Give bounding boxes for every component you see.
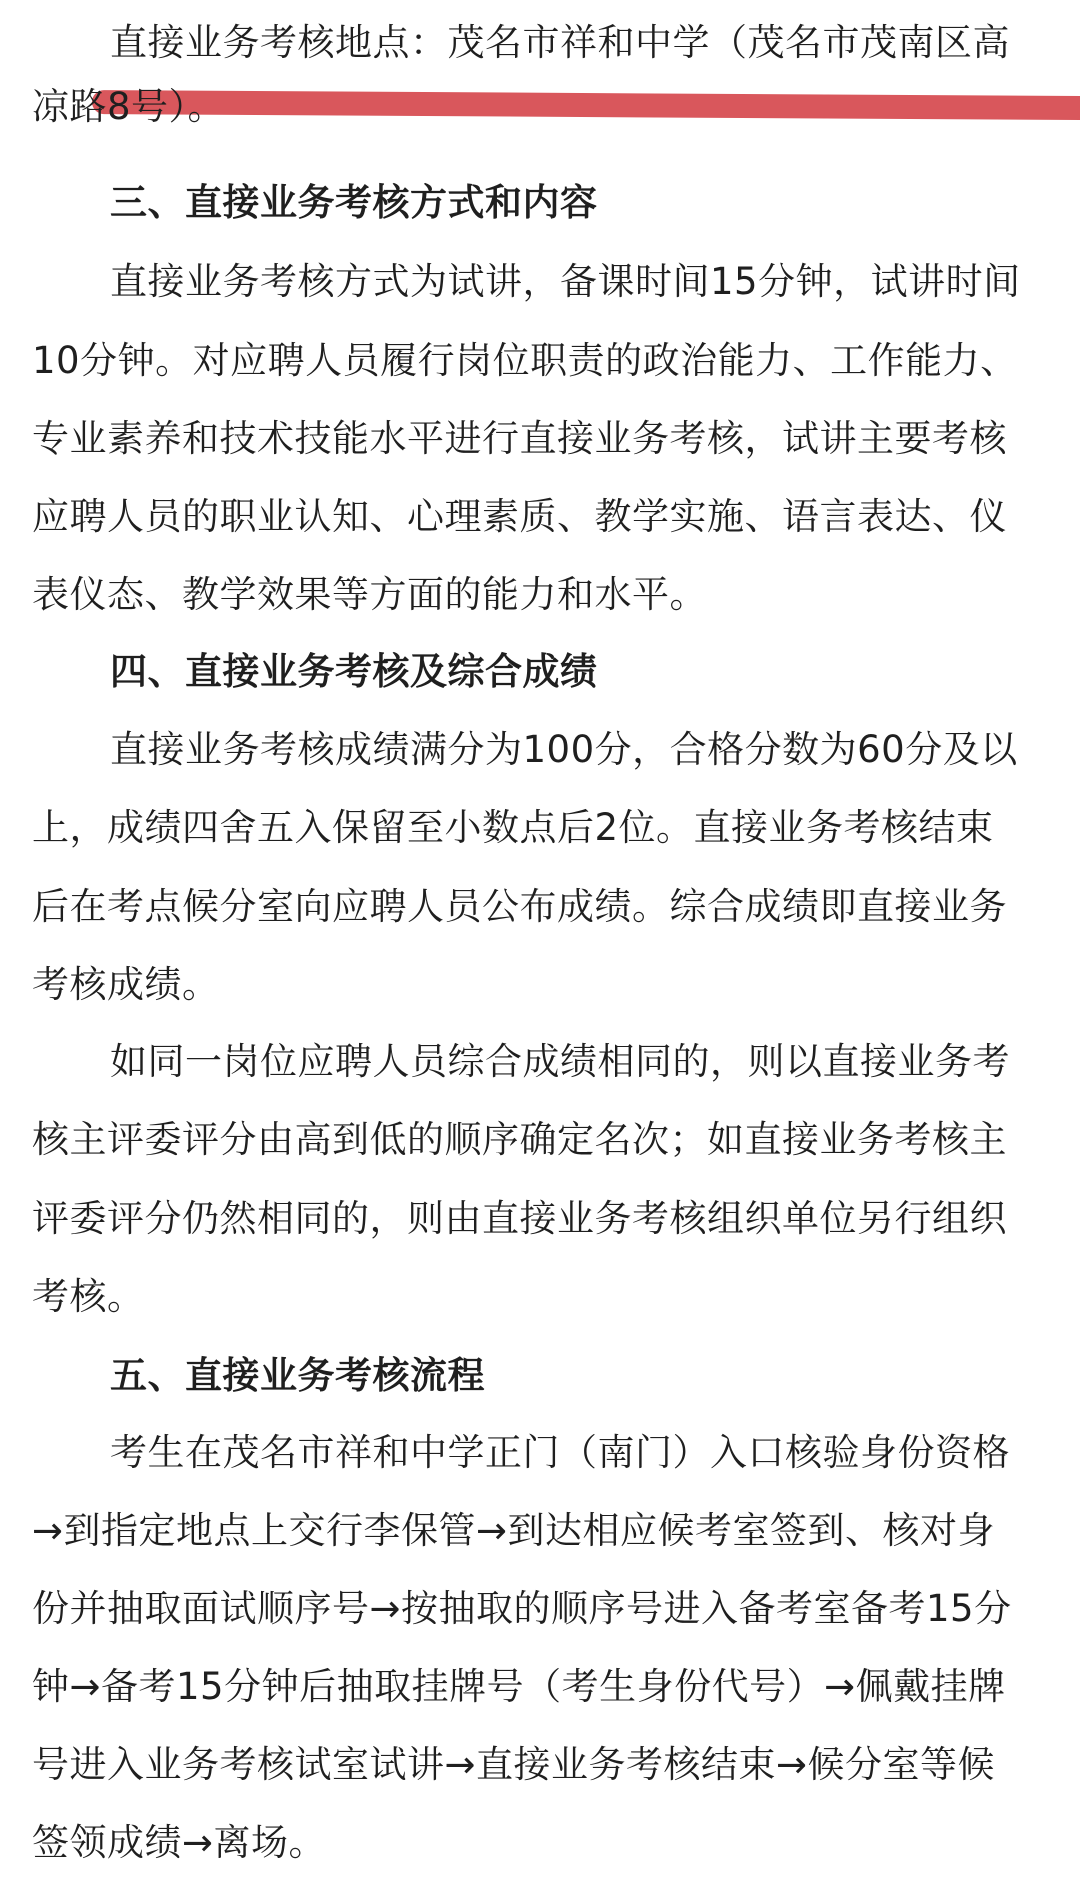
text-line: →到指定地点上交行李保管→到达相应候考室签到、核对身	[32, 1509, 996, 1552]
text-line: 号进入业务考核试室试讲→直接业务考核结束→候分室等候	[32, 1743, 996, 1786]
text-line: 核主评委评分由高到低的顺序确定名次；如直接业务考核主	[32, 1118, 1007, 1161]
text-line: 表仪态、教学效果等方面的能力和水平。	[32, 573, 707, 616]
text-line: 10分钟。对应聘人员履行岗位职责的政治能力、工作能力、	[32, 339, 1018, 382]
text-line: 如同一岗位应聘人员综合成绩相同的，则以直接业务考	[110, 1040, 1010, 1083]
text-line: 上，成绩四舍五入保留至小数点后2位。直接业务考核结束	[32, 806, 994, 849]
text-line: 考核。	[32, 1275, 145, 1318]
text-line: 直接业务考核方式为试讲，备课时间15分钟，试讲时间	[110, 260, 1021, 303]
section-heading-5: 五、直接业务考核流程	[110, 1354, 485, 1397]
text-line: 评委评分仍然相同的，则由直接业务考核组织单位另行组织	[32, 1197, 1007, 1240]
text-line: 应聘人员的职业认知、心理素质、教学实施、语言表达、仪	[32, 495, 1007, 538]
text-line: 直接业务考核成绩满分为100分，合格分数为60分及以	[110, 728, 1018, 771]
text-line: 签领成绩→离场。	[32, 1821, 327, 1864]
text-line: 凉路8号）。	[32, 85, 226, 128]
section-heading-3: 三、直接业务考核方式和内容	[110, 181, 598, 224]
text-line: 直接业务考核地点：茂名市祥和中学（茂名市茂南区高	[110, 21, 1010, 64]
text-line: 钟→备考15分钟后抽取挂牌号（考生身份代号）→佩戴挂牌	[32, 1665, 1006, 1708]
text-line: 后在考点候分室向应聘人员公布成绩。综合成绩即直接业务	[32, 885, 1007, 928]
text-line: 考生在茂名市祥和中学正门（南门）入口核验身份资格	[110, 1431, 1010, 1474]
text-line: 份并抽取面试顺序号→按抽取的顺序号进入备考室备考15分	[32, 1587, 1012, 1630]
text-line: 专业素养和技术技能水平进行直接业务考核，试讲主要考核	[32, 417, 1007, 460]
section-heading-4: 四、直接业务考核及综合成绩	[110, 650, 598, 693]
text-line: 考核成绩。	[32, 963, 220, 1006]
